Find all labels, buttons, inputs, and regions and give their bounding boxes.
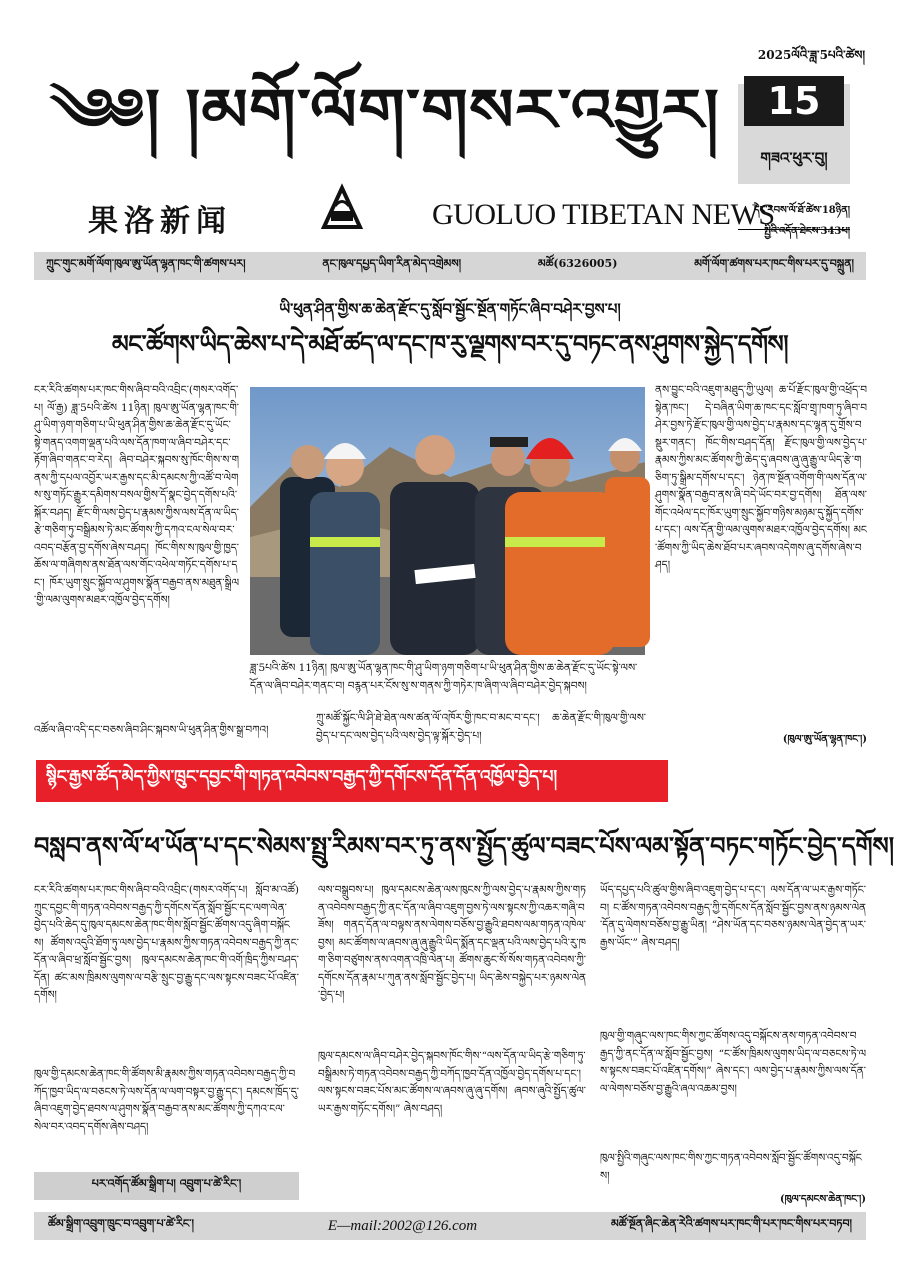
- publisher-band: [34, 252, 866, 280]
- publisher-code: མཚོ(6326005): [537, 256, 618, 270]
- bottom-left: ཚོམ་སྒྲིག་འབྲུག་ཁྲུང་བ་འབྲུག་པ་ཚེ་རིང་།: [48, 1216, 194, 1230]
- email-link[interactable]: E—mail:2002@126.com: [327, 1217, 478, 1234]
- publisher-left: ཀྲུང་གུང་མགོ་ལོག་ཁུལ་ཨུ་ཡོན་ལྷན་ཁང་གི་ཚགས་པར།: [46, 256, 246, 270]
- lead-kicker: ཡི་ཕུན་ཤིན་གྱིས་ཆ་ཆེན་རྫོང་དུ་སློབ་སྦྱོང་སྔོན་གཏོང་ཞིབ་བཤེར་བྱས་པ།: [279, 300, 621, 318]
- lead-photo: [250, 387, 645, 655]
- masthead-title-text: ༄༅། །མགོ་ལོག་གསར་འགྱུར།: [50, 76, 635, 144]
- issue-number: 15: [744, 76, 844, 126]
- bottom-right: མཚོ་སྔོན་ཞིང་ཆེན་རེའི་ཚགས་པར་ཁང་གི་པར་ཁང་གིས་པར་བཏབ།: [611, 1216, 852, 1230]
- second-signoff: (ཁུལ་དམངས་ཆེན་ཁང་།): [779, 1194, 866, 1205]
- second-column-1b: ཁུལ་གྱི་དམངས་ཆེན་ཁང་གི་ཚོགས་མི་རྣམས་ཀྱིས་གཏན་འབེབས་བརྒྱད་ཀྱི་བཀོད་ཁྱབ་ཡིད་ལ་བཅངས་ཏེ་ལས་དོན་ལ་ལག་བསྟར་བྱ་རྒྱུ་དང་། དམངས་ཁྲོད་དུ་ཞིབ་འཇུག་བྱེད་ཐབས་ལ་ཤུགས་སྣོན་བརྒྱབ་ནས་མང་ཚོགས་ཀྱི་དཀའ་ངལ་སེལ་བར་འབད་དགོས་ཞེས་བཤད།: [34, 1068, 299, 1133]
- publisher-middle: ནང་ཁུལ་དཔྱད་ཡིག་རིན་མེད་འགྲེམས།: [322, 256, 462, 270]
- publisher-right: མགོ་ལོག་ཚགས་པར་ཁང་གིས་པར་དུ་བསྐྲུན།: [694, 256, 854, 270]
- lead-column-1-tail: འཚོལ་ཞིབ་འདི་དང་བཅས་ཞིབ་ཤིང་སྐབས་ཡི་ཕུན་ཤིན་གྱིས་སྒྲ་བཀའ།: [34, 724, 269, 736]
- lead-column-1: ངར་རིའི་ཚགས་པར་ཁང་གིས་ཞིབ་བའི་འབྲིང་(གསར་འགོད་པ། ལོ་རྒྱ) ཟླ་5པའི་ཚེས 11ཉིན། ཁུལ་ཨུ་ཡོན་ལྷན་ཁང་གི་ཤུ་ཡིག་ཉག་གཅིག་པ་ཡི་ཕུན་ཤིན་གྱིས་ཆ་ཆེན་རྫོང་དུ་ཡོང་སྟེ་གནད་འགག་ལྡན་པའི་ལས་དོན་ཁག་ལ་ཞིབ་བཤེར་དང་རྟོག་ཞིབ་གནང་བ་རེད། ཞིབ་བཤེར་སྐབས་སུ་ཁོང་གིས་ས་གནས་ཀྱི་དཔལ་འབྱོར་ཡར་རྒྱས་དང་མི་དམངས་ཀྱི་འཚོ་བ་ལེགས་སུ་གཏོང་རྒྱུར་དམིགས་བསལ་གྱིས་དོ་སྣང་བྱེད་དགོས་པའི་སྐོར་བཤད། རྫོང་གི་ལས་བྱེད་པ་རྣམས་ཀྱིས་ལས་དོན་ལ་ཡིད་རྩེ་གཅིག་ཏུ་བསྒྲིམས་ཏེ་མང་ཚོགས་ཀྱི་དཀའ་ངལ་སེལ་བར་འབད་བརྩོན་བྱ་དགོས་ཞེས་བཤད། ཁོང་གིས་ས་ཁུལ་གྱི་ཁྱད་ཆོས་ལ་གཞིགས་ནས་ཐོན་ལས་གོང་འཕེལ་གཏོང་དགོས་པ་དང་། ཁོར་ཡུག་སྲུང་སྐྱོབ་ལ་ཤུགས་སྣོན་བརྒྱབ་ནས་མཐུན་སྒྲིལ་གྱི་ལམ་ལུགས་མཐར་འཁྱོལ་བྱེད་དགོས།: [34, 384, 239, 606]
- info-line-1: དེང་རབས་ལོ་ཐོ་ཚེས་18ཉིན།: [738, 199, 850, 230]
- second-column-2: ལས་བསྒྲུབས་པ། ཁུལ་དམངས་ཆེན་ལས་ཁུངས་ཀྱི་ལས་བྱེད་པ་རྣམས་ཀྱིས་གཏན་འབེབས་བརྒྱད་ཀྱི་ནང་དོན་ལ་ཞིབ་འཇུག་བྱས་ཏེ་ལས་སྟངས་ཀྱི་འཆར་གཞི་བཟོས། གནད་དོན་ལ་བལྟས་ནས་ལེགས་བཅོས་བྱ་རྒྱུའི་ཐབས་ལམ་གཏན་འཁེལ་བྱས། མང་ཚོགས་ལ་ཞབས་ཞུ་ཞུ་རྒྱུའི་ཡིད་སྨོན་དང་ལྡན་པའི་ལས་བྱེད་པའི་རུ་ཁག་ཅིག་བཙུགས་ནས་འགན་འཁྲི་ལེན་པ། ཚོགས་ཆུང་སོ་སོས་གཏན་འབེབས་ཀྱི་དགོངས་དོན་རྣམ་པ་ཀུན་ནས་སློབ་སྦྱོང་བྱེད་པ། ཡིད་ཆེས་བསྐྱེད་པར་ཉམས་ལེན་བྱེད་པ།: [318, 884, 586, 1001]
- editor-box: པར་འགོད་ཚོམ་སྒྲིག་པ། འབྲུག་པ་ཚེ་རིང་།: [34, 1172, 299, 1200]
- second-column-1: ངར་རིའི་ཚགས་པར་ཁང་གིས་ཞིབ་བའི་འབྲིང་(གསར་འགོད་པ། སློབ་མ་འཚོ) ཀྲུང་དབྱང་གི་གཏན་འབེབས་བརྒྱད་ཀྱི་དགོངས་དོན་སློབ་སྦྱོང་དང་ལག་ལེན་བྱེད་པའི་ཆེད་དུ་ཁུལ་དམངས་ཆེན་ཁང་གིས་སློབ་སྦྱོང་ཚོགས་འདུ་ཞིག་བསྐོངས། ཚོགས་འདུའི་ཐོག་ཏུ་ལས་བྱེད་པ་རྣམས་ཀྱིས་གཏན་འབེབས་བརྒྱད་ཀྱི་ནང་དོན་ལ་ཞིབ་ཕྲ་སློབ་སྦྱོང་བྱས། ཁུལ་དམངས་ཆེན་ཁང་གི་འགོ་ཁྲིད་ཀྱིས་བཤད་དོན། ཚང་མས་ཁྲིམས་ལུགས་ལ་བརྩི་སྲུང་བྱ་རྒྱུ་དང་ལས་སྟངས་བཟང་པོ་འཛིན་དགོས།: [34, 884, 299, 1001]
- bottom-band: [34, 1212, 866, 1240]
- issue-weekday: གཟའ་ཕུར་བུ།: [760, 149, 828, 167]
- second-red-kicker: སྙིང་རྒྱས་ཚོད་མེད་ཀྱིས་ཁྲུང་དབྱང་གི་གཏན་འབེབས་བརྒྱད་ཀྱི་དགོངས་དོན་དོན་འཁྱོལ་བྱེད་པ།: [36, 760, 668, 802]
- guoluo-logo-icon: [318, 185, 366, 233]
- second-headline: བསླབ་ནས་ལོ་ཕ་ཡོན་པ་དང་སེམས་སྤྲུ་རིམས་བར་ཏུ་ནས་སྤྱོད་ཚུལ་བཟང་པོས་ལམ་སྟོན་བཏང་གཏོང་བྱེད་དགོས།: [34, 831, 895, 860]
- chinese-name: 果洛新闻: [88, 204, 232, 239]
- photo-caption: ཟླ་5པའི་ཚེས 11ཉིན། ཁུལ་ཨུ་ཡོན་ལྷན་ཁང་གི་ཤུ་ཡིག་ཉག་གཅིག་པ་ཡི་ཕུན་ཤིན་གྱིས་ཆ་ཆེན་རྫོང་དུ་ཡོང་སྟེ་ལས་དོན་ལ་ཞིབ་བཤེར་གནང་བ། བརྙན་པར་ངོས་སུ་ས་གནས་ཀྱི་གཏེར་ཁ་ཞིག་ལ་ཞིབ་བཤེར་བྱེད་སྐབས།: [250, 662, 638, 692]
- lead-headline: མང་ཚོགས་ཡིད་ཆེས་པ་དེ་མཐོ་ཚད་ལ་དང་ཁ་རུ་ལྗགས་བར་དུ་བཏང་ནས་ཤུགས་སྐྱེད་དགོས།: [111, 329, 789, 358]
- info-line-2: སྤྱིའི་འདོན་ཐེངས་343པ།: [764, 226, 850, 237]
- lead-signoff: (ཁུལ་ཨུ་ཡོན་ལྷན་ཁང་།): [782, 734, 867, 745]
- masthead-title: [50, 52, 730, 172]
- lead-column-2-bottom: ཀྲུ་མཚོ་སྐྱོང་ལི་ཤི་ཐེ་ཐེན་ལས་ཚན་ལོ་འཁོར་གྱི་ཁང་བ་མང་བ་དང་། ཆ་ཆེན་རྫོང་གི་ཁུལ་གྱི་ལས་བྱེད་པ་དང་ལས་བྱེད་པའི་ལས་བྱེད་ལྟ་སྐོར་བྱེད་པ།: [316, 712, 646, 742]
- english-name: GUOLUO TIBETAN NEWS: [432, 198, 775, 231]
- second-column-3: ཡོད་དཔྱད་པའི་ཚུལ་གྱིས་ཞིབ་འཇུག་བྱེད་པ་དང་། ལས་དོན་ལ་ཡར་རྒྱས་གཏོང་བ། ང་ཚོས་གཏན་འབེབས་བརྒྱད་ཀྱི་དགོངས་དོན་སློབ་སྦྱོང་བྱས་ནས་ཉམས་ལེན་དོན་དུ་ལེགས་བཅོས་བྱ་རྒྱུ་ཡིན། “ཤེས་ཡོན་དང་བཅས་ཉམས་ལེན་བྱེད་ན་ཡར་རྒྱས་ཡོང་” ཞེས་བཤད།: [600, 884, 866, 949]
- masthead-calligraphy: [50, 52, 730, 172]
- second-column-3b: ཁུལ་གྱི་གཞུང་ལས་ཁང་གིས་ཀྱང་ཚོགས་འདུ་བསྐོངས་ནས་གཏན་འབེབས་བརྒྱད་ཀྱི་ནང་དོན་ལ་སློབ་སྦྱོང་བྱས། “ང་ཚོས་ཁྲིམས་ལུགས་ཡིད་ལ་བཅངས་ཏེ་ལས་སྟངས་བཟང་པོ་འཛིན་དགོས།” ཞེས་དང་། ལས་བྱེད་པ་རྣམས་ཀྱིས་ལས་དོན་ལ་ལེགས་བཅོས་བྱ་རྒྱུའི་ཞལ་འཆམ་བྱས།: [600, 1030, 866, 1095]
- second-column-3-tail: ཁུལ་སྤྱིའི་གཞུང་ལས་ཁང་གིས་ཀྱང་གཏན་འབེབས་སློབ་སྦྱོང་ཚོགས་འདུ་བསྐོངས།: [600, 1152, 862, 1182]
- second-column-2-quote: ཁུལ་དམངས་ལ་ཞིབ་བཤེར་བྱེད་སྐབས་ཁོང་གིས་“ལས་དོན་ལ་ཡིད་རྩེ་གཅིག་ཏུ་བསྒྲིམས་ཏེ་གཏན་འབེབས་བརྒྱད་ཀྱི་བཀོད་ཁྱབ་དོན་འཁྱོལ་བྱེད་དགོས་པ་དང་། ལས་སྟངས་བཟང་པོས་མང་ཚོགས་ལ་ཞབས་ཞུ་ཞུ་དགོས། ཞབས་ཞུའི་སྤྱོད་ཚུལ་ཡར་རྒྱས་གཏོང་དགོས།” ཞེས་བཤད།: [318, 1050, 586, 1115]
- lead-column-3: ནས་བྱུང་བའི་འཇུག་མཐུད་ཀྱི་ཡུལ། ཆ་པོ་རྫོང་ཁུལ་གྱི་འཕྲོད་བསྟེན་ཁང་། དེ་བཞིན་ཡིག་ཆ་ཁང་དང་སློབ་གྲྭ་ཁག་ཏུ་ཞིབ་བཤེར་བྱས་ཏེ་རྫོང་ཁུལ་གྱི་ལས་བྱེད་པ་རྣམས་དང་ལྷན་དུ་གྲོས་བསྡུར་གནང་། ཁོང་གིས་བཤད་དོན། རྫོང་ཁུལ་གྱི་ལས་བྱེད་པ་རྣམས་ཀྱིས་མང་ཚོགས་ཀྱི་ཆེད་དུ་ཞབས་ཞུ་ཞུ་རྒྱུ་ལ་ཡིད་རྩེ་གཅིག་ཏུ་སྒྲིམ་དགོས་པ་དང་། ཉེན་ཁ་སྔོན་འགོག་གི་ལས་དོན་ལ་ཤུགས་སྣོན་བརྒྱབ་ནས་ཞི་བདེ་ཡོང་བར་བྱ་དགོས། ཐོན་ལས་གོང་འཕེལ་དང་ཁོར་ཡུག་སྲུང་སྐྱོབ་གཉིས་མཉམ་དུ་སྐྱོད་དགོས་པ་དང་། ལས་དོན་གྱི་ལམ་ལུགས་མཐར་འཁྱོལ་བྱེད་དགོས། མང་ཚོགས་ཀྱི་ཡིད་ཆེས་ཐོབ་པར་ཞབས་འདེགས་ཞུ་དགོས་ཞེས་བཤད།: [655, 384, 867, 571]
- issue-date: 2025ལོའི་ཟླ་5པའི་ཚེས།: [757, 48, 865, 62]
